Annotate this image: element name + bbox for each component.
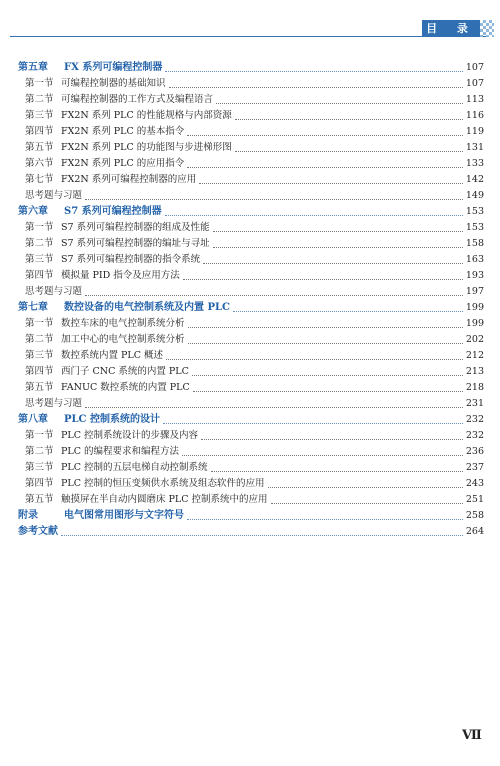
- toc-entry-label: [18, 124, 184, 140]
- toc-entry-title: 可编程控制器的工作方式及编程语言: [61, 94, 214, 105]
- toc-entry-number: 第三节: [25, 254, 54, 265]
- header-decoration: [480, 20, 494, 37]
- dot-leader: [213, 231, 463, 232]
- toc-entry-label: [18, 140, 232, 156]
- toc-entry-label: [25, 188, 82, 204]
- toc-entry-number: 第四节: [25, 366, 54, 377]
- toc-entry-title: 电气图常用图形与文字符号: [64, 510, 184, 521]
- toc-page-number: 213: [465, 366, 484, 377]
- dot-leader: [203, 263, 463, 264]
- toc-entry-title: FX2N 系列可编程控制器的应用: [61, 174, 197, 185]
- toc-page-number: 199: [465, 302, 484, 313]
- toc-section-row[interactable]: [18, 444, 484, 460]
- toc-entry-title: FX2N 系列 PLC 的性能规格与内部资源: [61, 110, 232, 121]
- toc-entry-title: 思考题与习题: [25, 286, 83, 297]
- dot-leader: [201, 439, 463, 440]
- toc-entry-title: 触摸屏在半自动内圆磨床 PLC 控制系统中的应用: [61, 494, 268, 505]
- toc-section-row[interactable]: [18, 172, 484, 188]
- toc-page-number: 107: [465, 62, 484, 73]
- toc-entry-number: 第五章: [18, 62, 48, 73]
- toc-page-number: 149: [465, 190, 484, 201]
- dot-leader: [187, 167, 463, 168]
- toc-entry-title: PLC 控制系统的设计: [64, 414, 160, 425]
- toc-entry-title: 数控系统内置 PLC 概述: [61, 350, 164, 361]
- dot-leader: [182, 455, 463, 456]
- toc-entry-label: [18, 268, 180, 284]
- toc-section-row[interactable]: [18, 220, 484, 236]
- toc-page-number: 107: [465, 78, 484, 89]
- toc-entry-label: [25, 396, 82, 412]
- toc-chapter-row[interactable]: [18, 204, 484, 220]
- toc-section-row[interactable]: [18, 108, 484, 124]
- toc-page-number: 218: [465, 382, 484, 393]
- toc-entry-label: [18, 428, 198, 444]
- toc-entry-number: 第二节: [25, 446, 54, 457]
- dot-leader: [271, 503, 463, 504]
- dot-leader: [165, 215, 463, 216]
- toc-entry-label: [18, 380, 190, 396]
- toc-section-row[interactable]: [18, 124, 484, 140]
- toc-entry-number: 第四节: [25, 270, 54, 281]
- dot-leader: [187, 519, 463, 520]
- toc-entry-number: 第八章: [18, 414, 48, 425]
- dot-leader: [187, 135, 463, 136]
- toc-entry-number: 第二节: [25, 334, 54, 345]
- toc-page-number: 131: [465, 142, 484, 153]
- toc-entry-title: 模拟量 PID 指令及应用方法: [61, 270, 180, 281]
- toc-entry-title: S7 系列可编程控制器的组成及性能: [61, 222, 210, 233]
- toc-entry-number: 附录: [18, 510, 38, 521]
- toc-page-number: 212: [465, 350, 484, 361]
- toc-entry-number: 第二节: [25, 238, 54, 249]
- dot-leader: [268, 487, 463, 488]
- dot-leader: [85, 407, 463, 408]
- toc-entry-label: [18, 108, 232, 124]
- toc-entry-label: [18, 412, 160, 428]
- toc-entry-label: [18, 60, 162, 76]
- toc-page-number: 113: [465, 94, 484, 105]
- toc-entry-label: [18, 348, 163, 364]
- toc-section-row[interactable]: [18, 92, 484, 108]
- toc-entry-title: S7 系列可编程控制器的指令系统: [61, 254, 201, 265]
- dot-leader: [193, 391, 463, 392]
- toc-page-number: 251: [465, 494, 484, 505]
- toc-section-row[interactable]: [18, 252, 484, 268]
- toc-entry-label: [18, 508, 184, 524]
- toc-plain-row[interactable]: [18, 524, 484, 540]
- toc-entry-title: PLC 控制系统设计的步骤及内容: [61, 430, 198, 441]
- table-of-contents: [18, 60, 484, 540]
- toc-page-number: 258: [465, 510, 484, 521]
- toc-section-row[interactable]: [18, 460, 484, 476]
- toc-page-number: 133: [465, 158, 484, 169]
- toc-page-number: 232: [465, 430, 484, 441]
- toc-page-number: 142: [465, 174, 484, 185]
- toc-entry-number: 第三节: [25, 110, 54, 121]
- dot-leader: [85, 295, 463, 296]
- toc-entry-number: 第三节: [25, 462, 54, 473]
- page-number: Ⅶ: [462, 728, 482, 743]
- toc-page-number: 199: [465, 318, 484, 329]
- dot-leader: [188, 343, 463, 344]
- dot-leader: [233, 311, 463, 312]
- toc-page-number: 119: [465, 126, 484, 137]
- toc-entry-number: 第三节: [25, 350, 54, 361]
- toc-entry-number: 第二节: [25, 94, 54, 105]
- toc-section-row[interactable]: [18, 236, 484, 252]
- dot-leader: [163, 423, 463, 424]
- toc-header-tab: 目 录: [422, 20, 480, 37]
- toc-entry-title: FX2N 系列 PLC 的基本指令: [61, 126, 185, 137]
- toc-entry-label: [18, 332, 185, 348]
- toc-section-row[interactable]: [18, 332, 484, 348]
- toc-section-row[interactable]: [18, 268, 484, 284]
- toc-entry-label: [18, 156, 184, 172]
- toc-entry-number: 第五节: [25, 494, 54, 505]
- toc-entry-number: 第六节: [25, 158, 54, 169]
- toc-page-number: 158: [465, 238, 484, 249]
- dot-leader: [216, 103, 463, 104]
- toc-entry-title: 可编程控制器的基础知识: [61, 78, 166, 89]
- toc-page-number: 231: [465, 398, 484, 409]
- toc-entry-title: FX2N 系列 PLC 的应用指令: [61, 158, 185, 169]
- toc-page-number: 237: [465, 462, 484, 473]
- toc-entry-number: 第一节: [25, 430, 54, 441]
- toc-entry-label: [18, 252, 200, 268]
- dot-leader: [183, 279, 463, 280]
- toc-page-number: 197: [465, 286, 484, 297]
- toc-entry-title: 思考题与习题: [25, 398, 83, 409]
- dot-leader: [235, 119, 463, 120]
- dot-leader: [188, 327, 463, 328]
- toc-section-row[interactable]: [18, 140, 484, 156]
- toc-section-row[interactable]: [18, 76, 484, 92]
- toc-entry-label: [18, 220, 210, 236]
- toc-entry-title: 思考题与习题: [25, 190, 83, 201]
- dot-leader: [166, 359, 463, 360]
- dot-leader: [211, 471, 463, 472]
- toc-entry-label: [18, 236, 210, 252]
- toc-entry-label: [18, 300, 230, 316]
- toc-entry-title: PLC 控制的五层电梯自动控制系统: [61, 462, 208, 473]
- toc-entry-label: [18, 492, 268, 508]
- toc-page-number: 243: [465, 478, 484, 489]
- toc-page-number: 116: [465, 110, 484, 121]
- toc-entry-number: 第一节: [25, 318, 54, 329]
- toc-section-row[interactable]: [18, 364, 484, 380]
- toc-entry-label: [25, 284, 82, 300]
- toc-plain2-row[interactable]: [18, 396, 484, 412]
- toc-page-number: 264: [465, 526, 484, 537]
- toc-page-number: 236: [465, 446, 484, 457]
- toc-page-number: 232: [465, 414, 484, 425]
- toc-entry-label: [18, 444, 179, 460]
- toc-entry-title: 数控车床的电气控制系统分析: [61, 318, 185, 329]
- toc-entry-label: [18, 476, 265, 492]
- toc-section-row[interactable]: [18, 348, 484, 364]
- toc-section-row[interactable]: [18, 156, 484, 172]
- header-rule: [10, 36, 486, 37]
- toc-entry-number: 第四节: [25, 478, 54, 489]
- toc-plain2-row[interactable]: [18, 188, 484, 204]
- toc-page-number: 163: [465, 254, 484, 265]
- toc-section-row[interactable]: [18, 428, 484, 444]
- dot-leader: [61, 535, 463, 536]
- toc-entry-number: 第七章: [18, 302, 48, 313]
- toc-page-number: 202: [465, 334, 484, 345]
- toc-entry-title: S7 系列可编程控制器的编址与寻址: [61, 238, 210, 249]
- toc-entry-label: [18, 316, 185, 332]
- toc-entry-number: 第一节: [25, 78, 54, 89]
- toc-section-row[interactable]: [18, 380, 484, 396]
- toc-entry-number: 第一节: [25, 222, 54, 233]
- toc-chapter-row[interactable]: [18, 60, 484, 76]
- toc-entry-title: 参考文献: [18, 526, 58, 537]
- dot-leader: [165, 71, 463, 72]
- toc-entry-title: 加工中心的电气控制系统分析: [61, 334, 185, 345]
- toc-entry-title: PLC 的编程要求和编程方法: [61, 446, 179, 457]
- toc-entry-number: 第五节: [25, 382, 54, 393]
- toc-entry-label: [18, 204, 162, 220]
- toc-entry-title: 数控设备的电气控制系统及内置 PLC: [64, 302, 230, 313]
- toc-entry-title: PLC 控制的恒压变频供水系统及组态软件的应用: [61, 478, 265, 489]
- dot-leader: [85, 199, 463, 200]
- toc-page-number: 153: [465, 222, 484, 233]
- toc-entry-label: [18, 460, 208, 476]
- dot-leader: [169, 87, 463, 88]
- toc-entry-label: [18, 172, 196, 188]
- toc-entry-number: 第六章: [18, 206, 48, 217]
- toc-entry-number: 第七节: [25, 174, 54, 185]
- toc-entry-title: FX 系列可编程控制器: [64, 62, 163, 73]
- toc-entry-label: [18, 92, 213, 108]
- toc-section-row[interactable]: [18, 316, 484, 332]
- toc-entry-label: [18, 524, 58, 540]
- toc-section-row[interactable]: [18, 476, 484, 492]
- toc-entry-number: 第四节: [25, 126, 54, 137]
- toc-section-row[interactable]: [18, 492, 484, 508]
- toc-entry-title: FANUC 数控系统的内置 PLC: [61, 382, 190, 393]
- toc-page-number: 153: [465, 206, 484, 217]
- toc-chapter-row[interactable]: [18, 508, 484, 524]
- toc-entry-label: [18, 76, 166, 92]
- toc-plain2-row[interactable]: [18, 284, 484, 300]
- toc-page-number: 193: [465, 270, 484, 281]
- dot-leader: [192, 375, 463, 376]
- toc-entry-label: [18, 364, 189, 380]
- toc-entry-title: 西门子 CNC 系统的内置 PLC: [61, 366, 189, 377]
- dot-leader: [235, 151, 463, 152]
- dot-leader: [213, 247, 463, 248]
- toc-chapter-row[interactable]: [18, 412, 484, 428]
- toc-chapter-row[interactable]: [18, 300, 484, 316]
- toc-entry-title: S7 系列可编程控制器: [64, 206, 162, 217]
- toc-entry-number: 第五节: [25, 142, 54, 153]
- dot-leader: [199, 183, 463, 184]
- toc-entry-title: FX2N 系列 PLC 的功能图与步进梯形图: [61, 142, 232, 153]
